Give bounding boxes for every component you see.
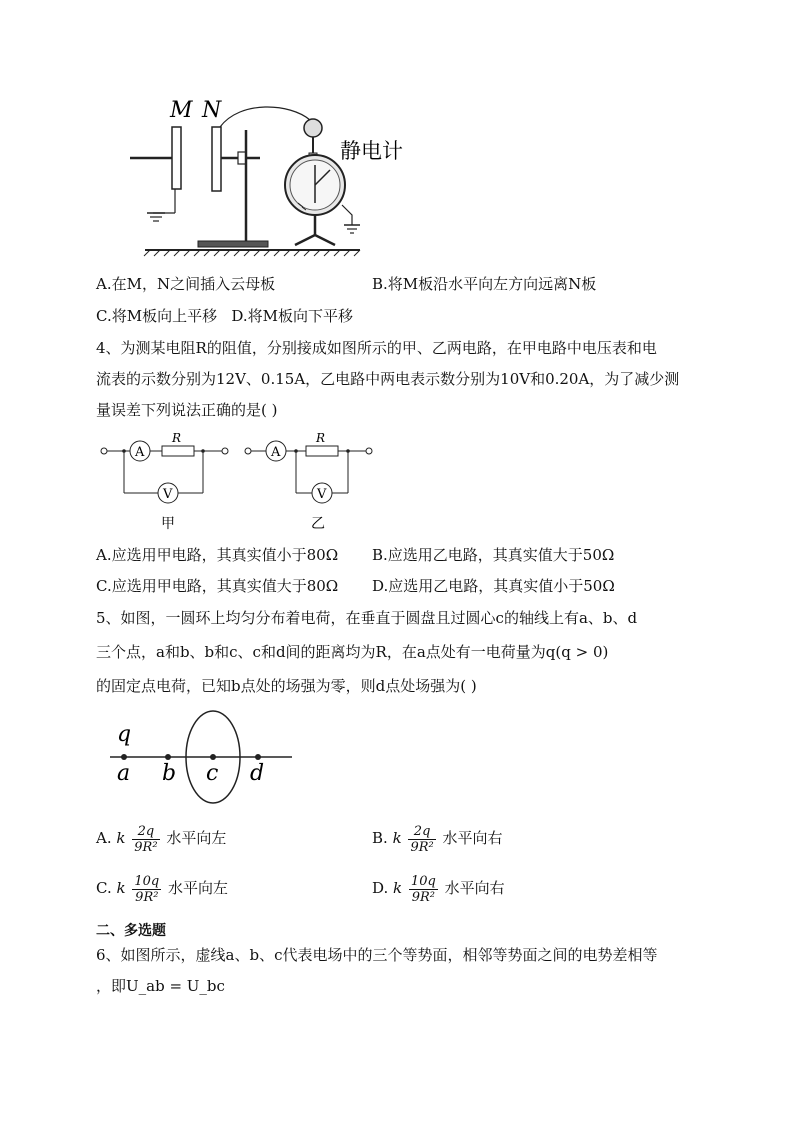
q3-options-cd [96, 306, 353, 326]
point-q-label: q [117, 722, 132, 747]
circuit-jia-label: 甲 [161, 516, 175, 532]
q5-option-d: D. k $\frac{10q}{\text{9R²}}$ 水平向右 [372, 873, 505, 905]
q5-option-c: C. k $\frac{10q}{\text{9R²}}$ 水平向左 [96, 873, 229, 905]
q4-option-a: A.应选用甲电路，其真实值小于80Ω [96, 546, 339, 564]
q4-option-c: C.应选用甲电路，其真实值大于80Ω [96, 577, 339, 595]
q4-option-d: D.应选用乙电路，其真实值小于50Ω [372, 577, 615, 595]
q6-line-2: ，即U_ab = U_bc [96, 977, 225, 995]
q3-option-d: D.将M板向下平移 [231, 307, 354, 325]
q3-option-c: C.将M板向上平移 [96, 307, 218, 325]
q5-line-1: 5、如图，一圆环上均匀分布着电荷，在垂直于圆盘且过圆心c的轴线上有a、b、d [96, 609, 638, 627]
q4-circuit-figure [96, 428, 386, 533]
q5-option-d-fraction: $\frac{10q}{\text{9R²}}$ [410, 873, 436, 905]
voltmeter-jia-label: V [163, 487, 173, 502]
electrometer-figure [120, 95, 420, 257]
point-a-label: a [117, 761, 131, 786]
electrometer-label: 静电计 [340, 139, 403, 163]
ammeter-jia-label: A [135, 445, 145, 460]
q4-line-2: 流表的示数分别为12V、0.15A，乙电路中两电表示数分别为10V和0.20A，为了减少测 [96, 370, 680, 388]
q5-option-a-fraction: $\frac{2q}{\text{9R²}}$ [134, 823, 158, 855]
ammeter-yi-label: A [271, 445, 281, 460]
voltmeter-yi-label: V [317, 487, 327, 502]
section-title-multi-choice: 二、多选题 [96, 923, 166, 939]
q4-line-3: 量误差下列说法正确的是( ) [96, 401, 278, 419]
plate-m-label: M [170, 98, 193, 123]
point-d-label: d [250, 761, 265, 786]
q5-option-b-fraction: $\frac{2q}{\text{9R²}}$ [410, 823, 434, 855]
q5-option-b: B. k $\frac{2q}{\text{9R²}}$ 水平向右 [372, 823, 503, 855]
circuit-yi [245, 431, 372, 532]
q5-line-3: 的固定点电荷，已知b点处的场强为零，则d点处场强为( ) [96, 677, 477, 695]
point-c-label: c [206, 761, 219, 786]
q3-option-a: A.在M，N之间插入云母板 [96, 275, 276, 293]
q6-line-1: 6、如图所示，虚线a、b、c代表电场中的三个等势面，相邻等势面之间的电势差相等 [96, 946, 658, 964]
resistor-yi-label: R [316, 431, 326, 445]
q3-option-b: B.将M板沿水平向左方向远离N板 [372, 275, 597, 293]
q5-option-a: A. k $\frac{2q}{\text{9R²}}$ 水平向左 [96, 823, 227, 855]
resistor-jia-label: R [172, 431, 182, 445]
point-b-label: b [162, 761, 177, 786]
q5-line-2: 三个点，a和b、b和c、c和d间的距离均为R，在a点处有一电荷量为q(q > 0) [96, 643, 609, 661]
plate-n-label: N [202, 98, 222, 123]
q4-option-b: B.应选用乙电路，其真实值大于50Ω [372, 546, 615, 564]
q5-option-c-fraction: $\frac{10q}{\text{9R²}}$ [134, 873, 160, 905]
q5-ring-figure [100, 705, 300, 805]
circuit-yi-label: 乙 [311, 516, 325, 532]
circuit-jia [101, 431, 228, 532]
q4-line-1: 4、为测某电阻R的阻值，分别接成如图所示的甲、乙两电路，在甲电路中电压表和电 [96, 339, 657, 357]
